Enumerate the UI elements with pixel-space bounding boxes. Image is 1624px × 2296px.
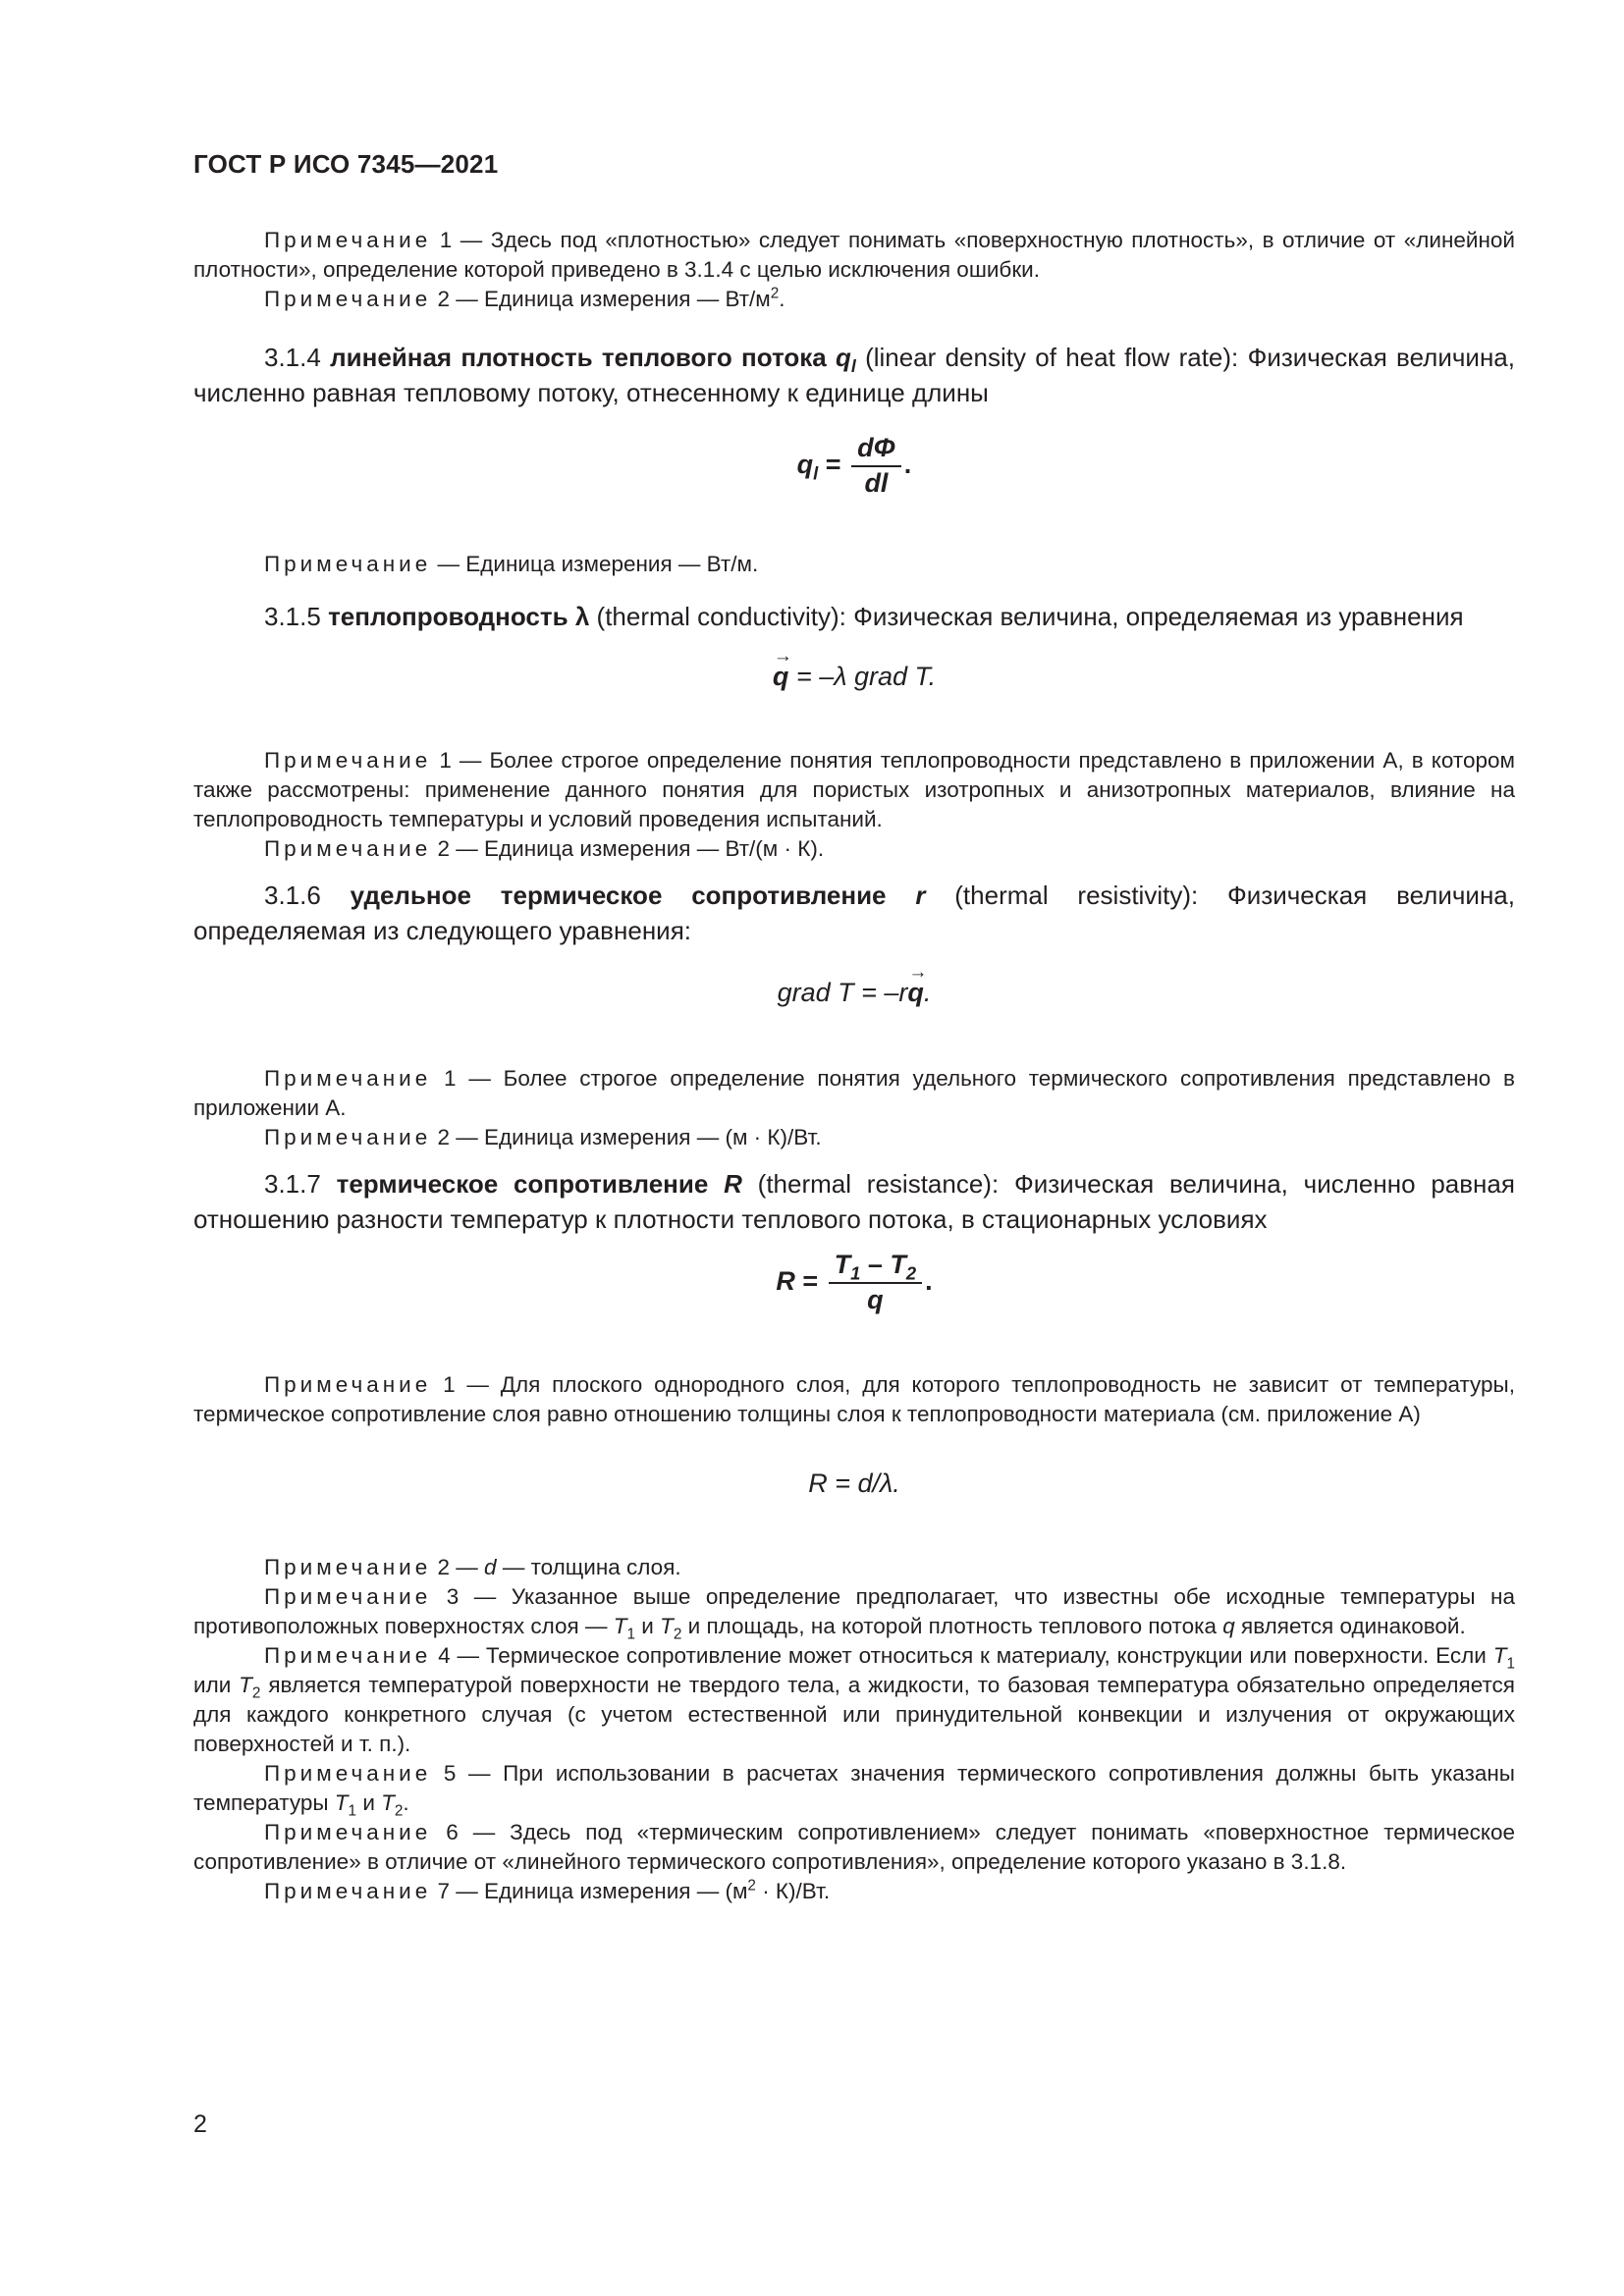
- note-3-1-6-2: [193, 1123, 1515, 1152]
- term-english: (thermal conductivity):: [596, 602, 846, 631]
- term-number: 3.1.6: [264, 881, 321, 910]
- term-symbol: q: [835, 343, 851, 372]
- note-number: 6: [446, 1820, 459, 1844]
- term-name: термическое сопротивление: [336, 1169, 709, 1199]
- note-label: Примечание: [264, 1643, 432, 1668]
- term-english: (thermal resistance):: [757, 1169, 1000, 1199]
- term-3-1-4: 3.1.4 линейная плотность теплового потока $q_l$ (linear density of heat flow rate): Физическая величина, численно равная тепловому потоку, отнесенному к единице длины: [193, 343, 1515, 407]
- vector-q: → q: [907, 962, 928, 1007]
- term-number: 3.1.4: [264, 343, 321, 372]
- term-number: 3.1.7: [264, 1169, 321, 1199]
- note-text: — Единица измерения — Вт/м.: [437, 552, 759, 576]
- term-symbol: r: [915, 881, 926, 910]
- note-3-1-6-1: [193, 1064, 1515, 1123]
- note-number: 1: [443, 1372, 456, 1397]
- note-label: Примечание: [264, 1066, 432, 1091]
- term-name: удельное термическое сопротивление: [350, 881, 887, 910]
- term-symbol: λ: [574, 602, 590, 631]
- note-number: 5: [443, 1761, 457, 1786]
- formula-3-1-6: grad T = –r → q.: [777, 962, 932, 1007]
- page-content: [193, 226, 1515, 1906]
- note-number: 2: [437, 1555, 451, 1579]
- vector-arrow-icon: →: [908, 962, 928, 983]
- note-label: Примечание: [264, 1584, 432, 1609]
- note-label: Примечание: [264, 1372, 432, 1397]
- fraction: $\frac{d\Phi}{dl}$: [851, 432, 901, 501]
- note-3-1-7-1: [193, 1370, 1515, 1429]
- note-text: — Единица измерения — Вт/м: [456, 287, 771, 311]
- note-text: — Единица измерения — (м · К)/Вт.: [456, 1125, 822, 1149]
- formula-3-1-7: R = $\frac{T_1 - T_2}{q}$ .: [193, 1249, 1515, 1333]
- note-3-1-7-5: Примечание 5 — При использовании в расчетах значения термического сопротивления должны быть указаны температуры $T_1$ и $T_2$.: [193, 1761, 1515, 1820]
- note-number: 7: [437, 1879, 451, 1903]
- note-label: Примечание: [264, 1125, 432, 1149]
- term-definition: Физическая величина, численно равная отношению разности температур к плотности теплового потока, в стационарных условиях: [193, 1169, 1515, 1234]
- note-3-1-7-4: Примечание 4 — Термическое сопротивление может относиться к материалу, конструкции или поверхности. Если $T_1$ или $T_2$ является температурой поверхности не твердого тела, а жидкости, то базовая температура обязательно определяется для каждого конкретного случая (с учетом естественной или принудительной конвекции и излучения от окружающих поверхностей и т. п.).: [193, 1643, 1515, 1756]
- term-definition: Физическая величина, определяемая из следующего уравнения:: [193, 881, 1515, 945]
- note-3-1-7-3: Примечание 3 — Указанное выше определение предполагает, что известны обе исходные температуры на противоположных поверхностях слоя — $T_1$ и $T_2$ и площадь, на которой плотность теплового потока q является одинаковой.: [193, 1584, 1515, 1643]
- note-number: 4: [438, 1643, 451, 1668]
- term-name: линейная плотность теплового потока: [330, 343, 827, 372]
- note-label: Примечание: [264, 748, 432, 773]
- term-english: (linear density of heat flow rate):: [865, 343, 1239, 372]
- note-number: 3: [446, 1584, 460, 1609]
- note-3-1-3-1: [193, 226, 1515, 285]
- page-header: ГОСТ Р ИСО 7345—2021: [193, 149, 499, 179]
- term-symbol: R: [724, 1169, 742, 1199]
- note-number: 1: [439, 748, 452, 773]
- note-number: 2: [437, 1125, 451, 1149]
- note-text: — Более строгое определение понятия удельного термического сопротивления представлено в приложении А.: [193, 1066, 1515, 1120]
- note-3-1-5-1: [193, 746, 1515, 834]
- note-text: — Единица измерения — Вт/(м · К).: [456, 836, 825, 861]
- note-3-1-5-2: [193, 834, 1515, 864]
- term-3-1-5: [193, 599, 1515, 634]
- note-3-1-3-2: Примечание 2 — Единица измерения — $Вт/м^2$.: [264, 285, 785, 311]
- page-number: 2: [193, 2110, 207, 2138]
- term-english: (thermal resistivity):: [954, 881, 1199, 910]
- vector-q: → q: [772, 646, 792, 691]
- note-label: Примечание: [264, 836, 432, 861]
- note-number: 2: [437, 836, 451, 861]
- note-3-1-7-2: Примечание 2 — d — толщина слоя.: [264, 1555, 681, 1579]
- formula-3-1-5: → q = –λ grad T.: [772, 646, 937, 691]
- term-number: 3.1.5: [264, 602, 321, 631]
- note-text: — Для плоского однородного слоя, для которого теплопроводность не зависит от температуры, термическое сопротивление слоя равно отношению толщины слоя к теплопроводности материала (см. приложение А): [193, 1372, 1515, 1426]
- term-3-1-6: [193, 878, 1515, 948]
- note-text: — Здесь под «термическим сопротивлением» следует понимать «поверхностное термическое сопротивление» в отличие от «линейного термического сопротивления», определение которого указано в 3.1.8.: [193, 1820, 1515, 1874]
- note-text: — Более строгое определение понятия теплопроводности представлено в приложении А, в котором также рассмотрены: применение данного понятия для пористых изотропных и анизотропных материалов, влияние на теплопроводность температуры и условий проведения испытаний.: [193, 748, 1515, 831]
- note-label: Примечание: [264, 1820, 432, 1844]
- note-label: Примечание: [264, 228, 432, 252]
- note-number: 2: [437, 287, 451, 311]
- term-definition: Физическая величина, определяемая из уравнения: [853, 602, 1464, 631]
- note-3-1-7-7: Примечание 7 — Единица измерения — $(м^2 \cdot К)/Вт$.: [264, 1877, 831, 1903]
- term-definition: Физическая величина, численно равная тепловому потоку, отнесенному к единице длины: [193, 343, 1515, 407]
- note-text: — Здесь под «плотностью» следует понимать «поверхностную плотность», в отличие от «линейной плотности», определение которой приведено в 3.1.4 с целью исключения ошибки.: [193, 228, 1515, 282]
- note-label: Примечание: [264, 1555, 432, 1579]
- note-label: Примечание: [264, 552, 432, 576]
- note-label: Примечание: [264, 1761, 432, 1786]
- note-label: Примечание: [264, 287, 432, 311]
- formula-3-1-4: $q_l$ = $\frac{d\Phi}{dl}$ .: [193, 432, 1515, 501]
- formula-r-d-lambda: R = d/λ.: [808, 1468, 900, 1498]
- note-3-1-7-6: [193, 1818, 1515, 1877]
- note-label: Примечание: [264, 1879, 432, 1903]
- note-3-1-4: [193, 550, 1515, 579]
- term-3-1-7: [193, 1166, 1515, 1237]
- fraction: $\frac{T_1 - T_2}{q}$: [829, 1249, 922, 1317]
- note-number: 1: [439, 228, 453, 252]
- vector-arrow-icon: →: [773, 646, 792, 667]
- term-name: теплопроводность: [328, 602, 568, 631]
- note-number: 1: [444, 1066, 457, 1091]
